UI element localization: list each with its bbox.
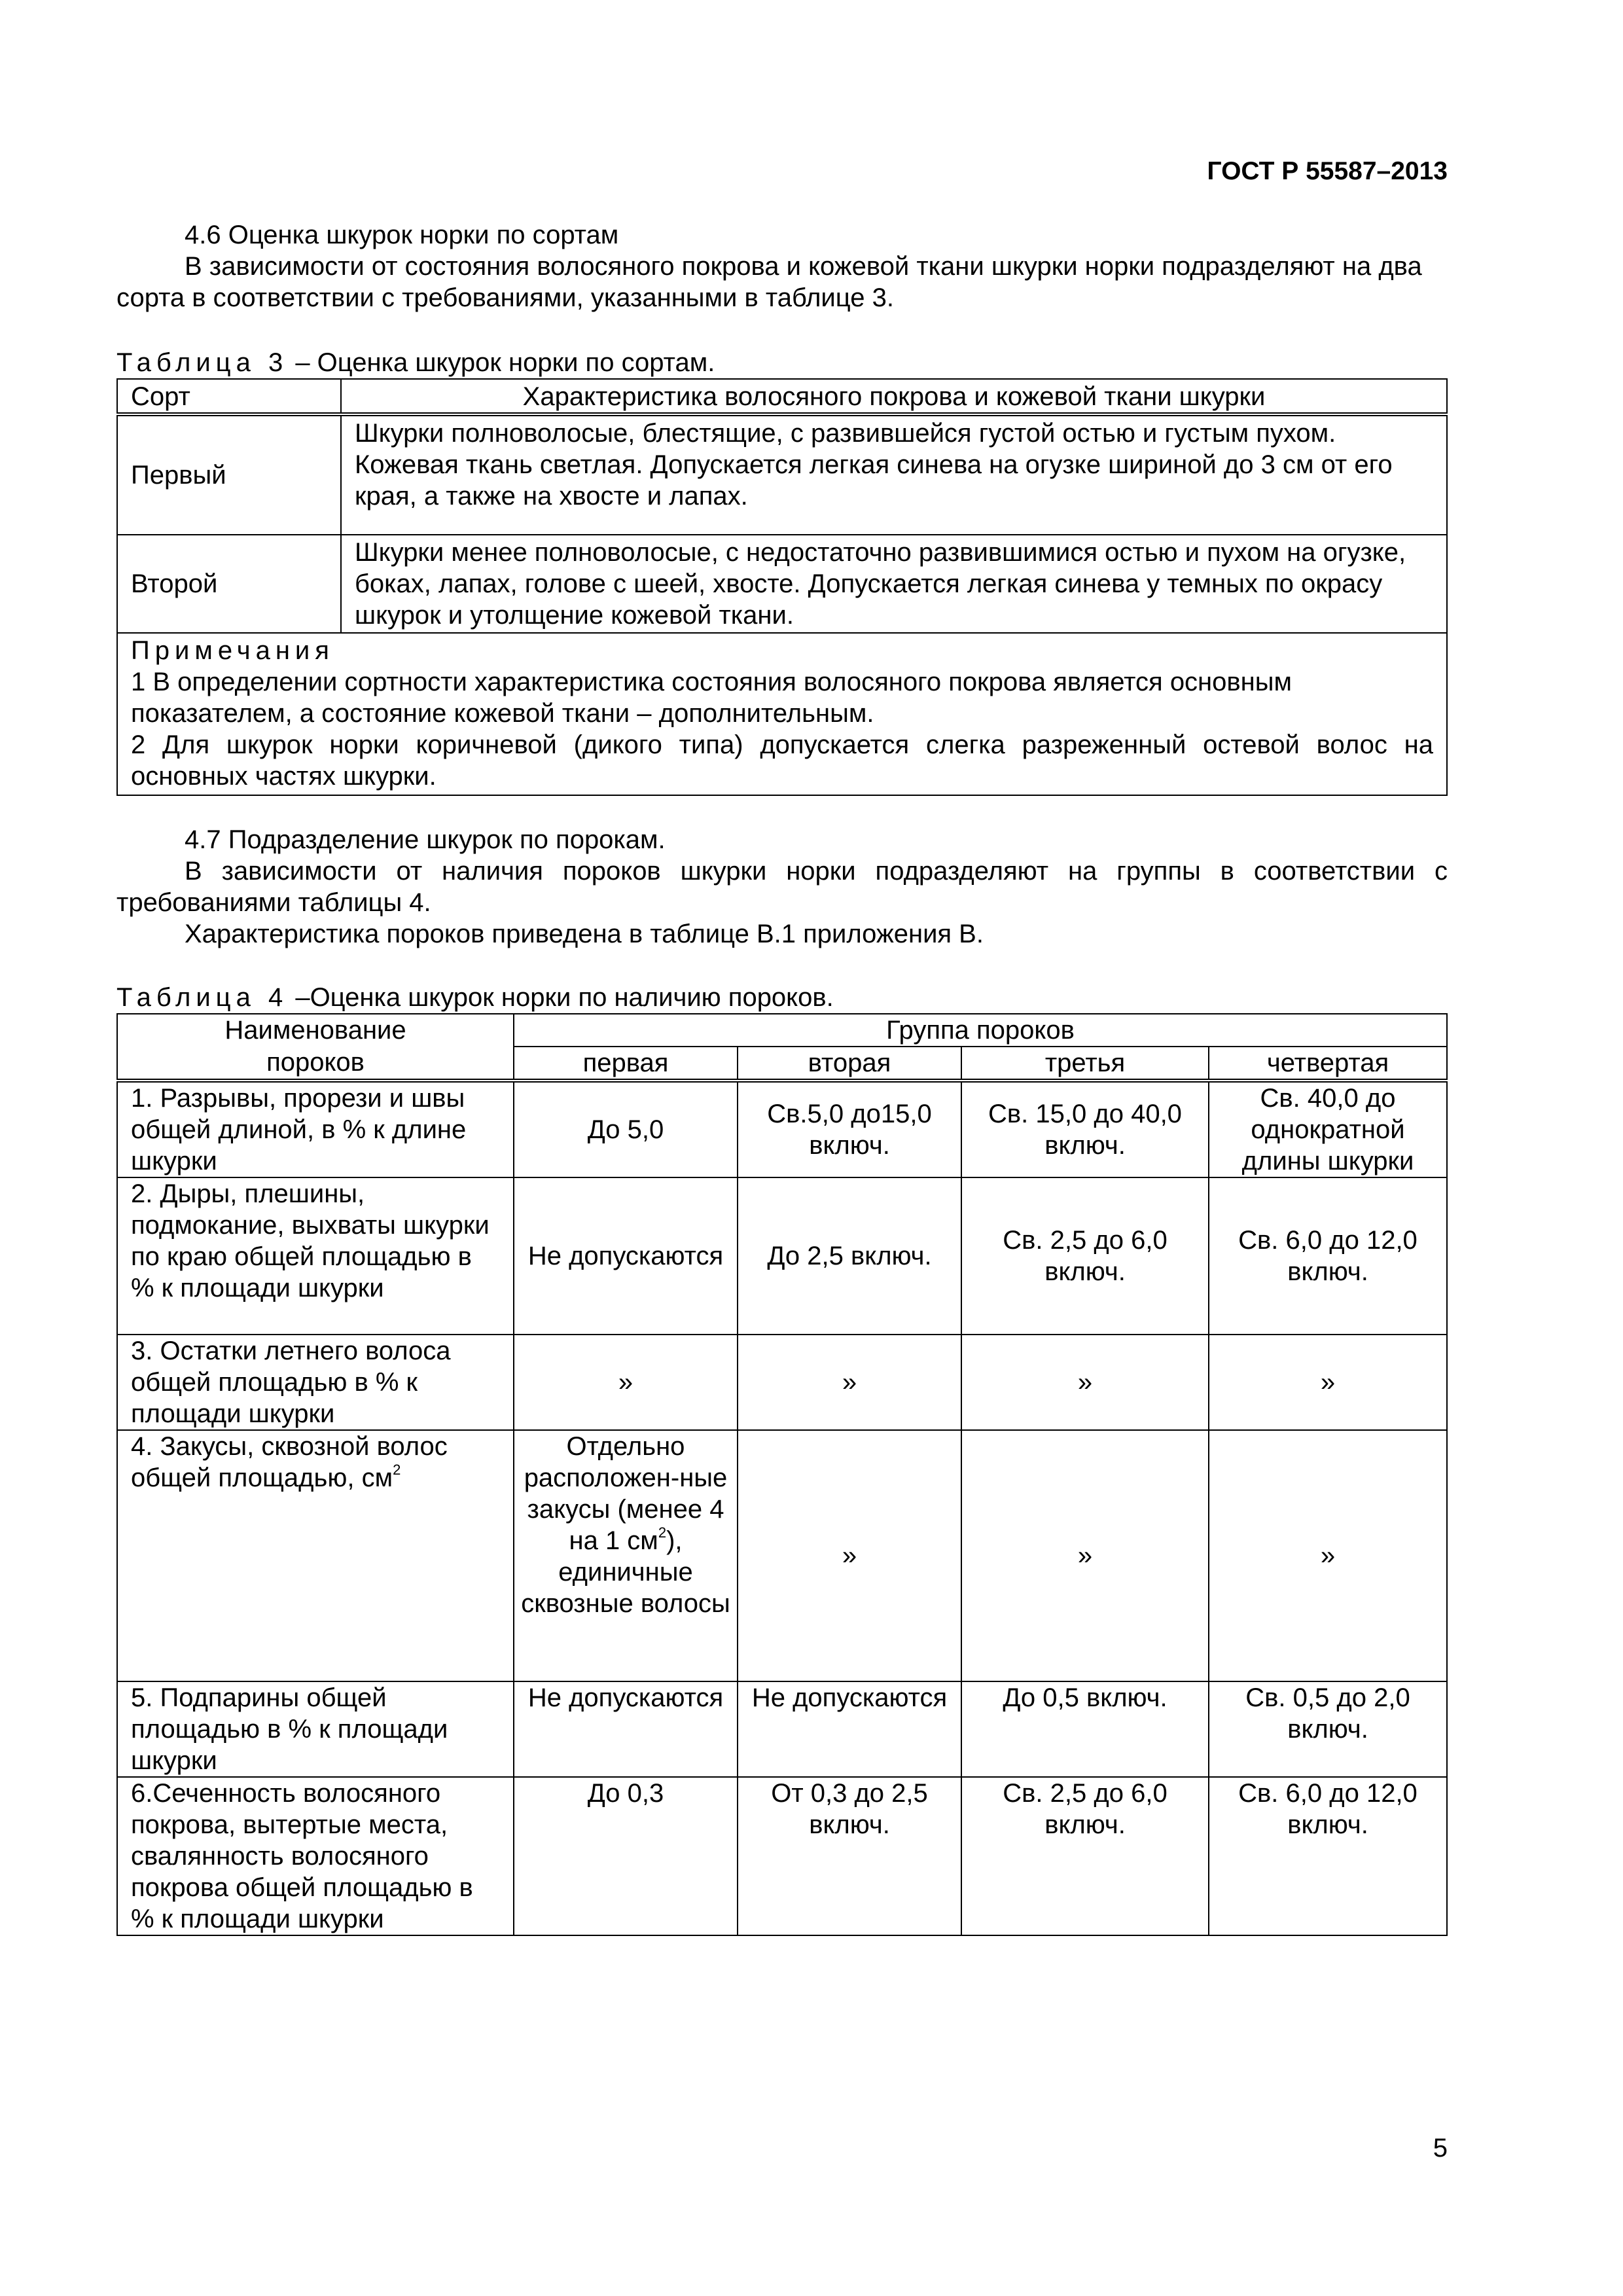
table-row: [117, 1681, 1447, 1777]
header-group-4: четвертая: [1209, 1047, 1447, 1081]
table-3-header-grade: Сорт: [117, 379, 341, 414]
group-2-cell: Св.5,0 до15,0 включ.: [738, 1081, 961, 1177]
group-3-cell: Св. 2,5 до 6,0 включ.: [961, 1177, 1209, 1335]
group-3-cell: »: [961, 1335, 1209, 1430]
description-cell: Шкурки менее полноволосые, с недостаточно развившимися остью и пухом на огузке, боках, лапах, голове с шеей, хвосте. Допускается легкая синева у темных по окрасу шкурок и утолщение кожевой ткани.: [341, 535, 1447, 633]
table-row: [117, 1335, 1447, 1430]
table-3-header-row: [117, 379, 1447, 414]
group-1-cell: Не допускаются: [514, 1177, 738, 1335]
group-1-text-a: Отдельно расположен-ные закусы (менее 4 на 1 см: [524, 1432, 728, 1555]
header-group-2: вторая: [738, 1047, 961, 1081]
group-4-cell: »: [1209, 1430, 1447, 1681]
defect-name-cell: [117, 1430, 514, 1681]
group-1-text-b: ), единичные сквозные волосы: [521, 1526, 730, 1618]
header-defect-name-1: Наименование: [117, 1014, 514, 1047]
table-3-header-description: Характеристика волосяного покрова и кожевой ткани шкурки: [341, 379, 1447, 414]
group-4-cell: Св. 6,0 до 12,0 включ.: [1209, 1777, 1447, 1935]
table-4: [116, 1013, 1448, 1936]
defect-name-text: 4. Закусы, сквозной волос общей площадью, см: [131, 1432, 448, 1492]
table-3-caption: [116, 347, 1448, 378]
group-3-cell: Св. 15,0 до 40,0 включ.: [961, 1081, 1209, 1177]
table-row: [117, 1430, 1447, 1681]
group-4-cell: Св. 0,5 до 2,0 включ.: [1209, 1681, 1447, 1777]
group-1-cell: »: [514, 1335, 738, 1430]
table-4-caption-text: –Оценка шкурок норки по наличию пороков.: [288, 983, 834, 1012]
defect-name-cell: 6.Сеченность волосяного покрова, вытертые места, свалянность волосяного покрова общей площадью в % к площади шкурки: [117, 1777, 514, 1935]
group-3-cell: »: [961, 1430, 1209, 1681]
group-2-cell: Не допускаются: [738, 1681, 961, 1777]
superscript: 2: [658, 1524, 667, 1541]
table-4-caption: [116, 982, 1448, 1013]
table-row: [117, 1177, 1447, 1335]
defect-name-cell: 2. Дыры, плешины, подмокание, выхваты шкурки по краю общей площадью в % к площади шкурки: [117, 1177, 514, 1335]
group-2-cell: »: [738, 1335, 961, 1430]
table-row: [117, 1081, 1447, 1177]
defect-name-cell: 1. Разрывы, прорези и швы общей длиной, в % к длине шкурки: [117, 1081, 514, 1177]
section-4-7-title: 4.7 Подразделение шкурок по порокам.: [185, 825, 666, 854]
document-code: ГОСТ Р 55587–2013: [1207, 157, 1448, 185]
section-4-7-body-2: Характеристика пороков приведена в таблице В.1 приложения В.: [185, 920, 984, 948]
table-row: [117, 535, 1447, 633]
section-4-7-body-1: В зависимости от наличия пороков шкурки норки подразделяют на группы в соответствии с требованиями таблицы 4.: [116, 857, 1448, 917]
defect-name-cell: 3. Остатки летнего волоса общей площадью в % к площади шкурки: [117, 1335, 514, 1430]
grade-cell: Второй: [117, 535, 341, 633]
group-1-cell: Не допускаются: [514, 1681, 738, 1777]
table-row: [117, 1777, 1447, 1935]
group-1-cell: До 0,3: [514, 1777, 738, 1935]
group-3-cell: До 0,5 включ.: [961, 1681, 1209, 1777]
notes-title: Примечания: [131, 636, 334, 665]
header-defect-group: Группа пороков: [514, 1014, 1447, 1047]
table-4-header-row-2: [117, 1047, 1447, 1081]
group-2-cell: От 0,3 до 2,5 включ.: [738, 1777, 961, 1935]
grade-cell: Первый: [117, 414, 341, 535]
group-1-cell: [514, 1430, 738, 1681]
group-1-cell: До 5,0: [514, 1081, 738, 1177]
table-3-caption-text: – Оценка шкурок норки по сортам.: [288, 348, 715, 377]
table-4-header-row-1: [117, 1014, 1447, 1047]
table-3-notes: [117, 633, 1447, 795]
table-row: [117, 414, 1447, 535]
table-3: [116, 378, 1448, 796]
description-cell: Шкурки полноволосые, блестящие, с развившейся густой остью и густым пухом. Кожевая ткань светлая. Допускается легкая синева на огузке шириной до 3 см от его края, а также на хвосте и лапах.: [341, 414, 1447, 535]
header-group-1: первая: [514, 1047, 738, 1081]
group-2-cell: До 2,5 включ.: [738, 1177, 961, 1335]
table-3-notes-row: [117, 633, 1447, 795]
group-4-cell: Св. 40,0 до однократной длины шкурки: [1209, 1081, 1447, 1177]
group-2-cell: »: [738, 1430, 961, 1681]
table-3-caption-label: Таблица 3: [116, 348, 289, 377]
defect-name-cell: 5. Подпарины общей площадью в % к площади шкурки: [117, 1681, 514, 1777]
page-number: 5: [1433, 2134, 1448, 2162]
note-1: 1 В определении сортности характеристика состояния волосяного покрова является основным показателем, а состояние кожевой ткани – дополнительным.: [131, 668, 1292, 728]
header-defect-name-2: пороков: [117, 1047, 514, 1081]
table-4-caption-label: Таблица 4: [116, 983, 289, 1012]
note-2: 2 Для шкурок норки коричневой (дикого типа) допускается слегка разреженный остевой волос на основных частях шкурки.: [131, 730, 1433, 791]
group-4-cell: »: [1209, 1335, 1447, 1430]
section-4-6-body: В зависимости от состояния волосяного покрова и кожевой ткани шкурки норки подразделяют на два сорта в соответствии с требованиями, указанными в таблице 3.: [116, 252, 1422, 312]
section-4-6-title: 4.6 Оценка шкурок норки по сортам: [185, 221, 619, 249]
superscript: 2: [393, 1462, 401, 1478]
group-3-cell: Св. 2,5 до 6,0 включ.: [961, 1777, 1209, 1935]
header-group-3: третья: [961, 1047, 1209, 1081]
group-4-cell: Св. 6,0 до 12,0 включ.: [1209, 1177, 1447, 1335]
